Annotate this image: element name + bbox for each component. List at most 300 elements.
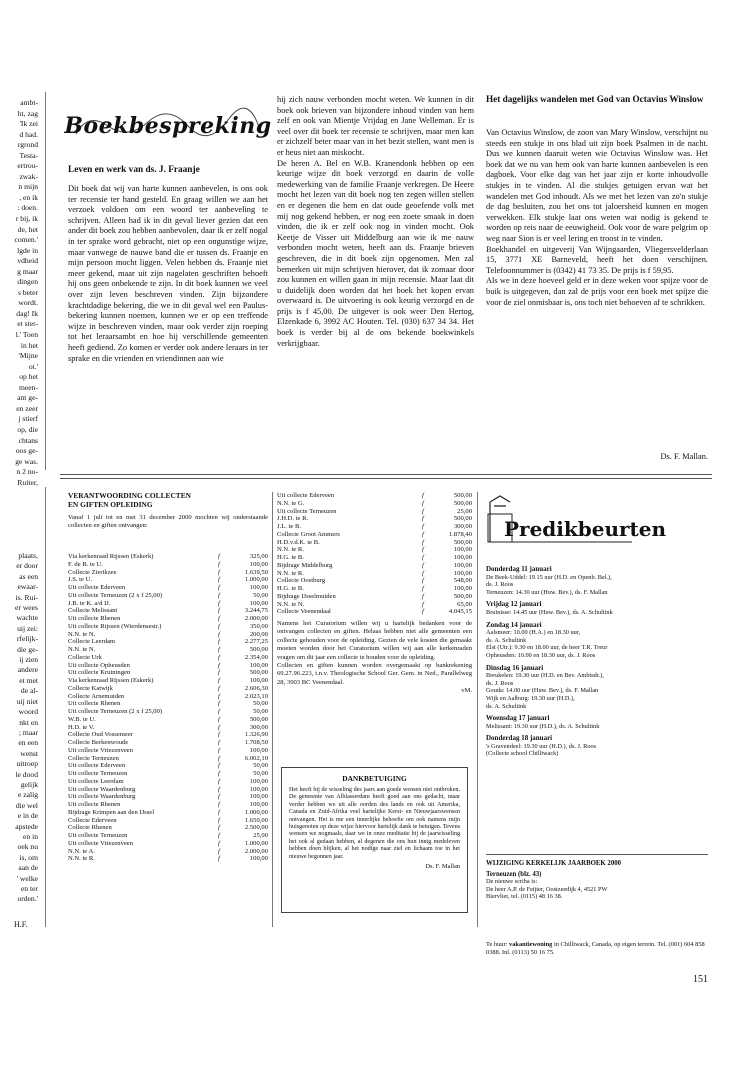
collecte-amount: 100,00: [249, 785, 268, 793]
wijziging-block: [486, 860, 708, 901]
left-strip-line: plaats,: [18, 551, 38, 560]
section-rule: [60, 478, 712, 479]
collecte-amount: 500,00: [249, 715, 268, 723]
wijziging-sub: Terneuzen (blz. 43): [486, 871, 542, 878]
collecte-row: [68, 848, 268, 856]
left-strip-line: ij zien: [19, 655, 38, 665]
review-col2-p2: De heren A. Bel en W.B. Kranendonk hebben op een keurige wijze dit boek verzorgd en daarin de volle medewerking van de familie Fraanje verkregen. De Heere mocht het lezen van dit boek nog ten zegen willen stellen en er degenen die hem en dat oude geoefende volk met mij nog gekend hebben, er nog een zoete smaak in doen vinden, die ik er zelf ook nog in vinden mocht. Ook Keetje de Visser uit Middelburg aan wie ik me nauw verbonden mocht weten, heeft aan ds. Fraanje brieven geschreven, die in dit boek zijn opgenomen. Men zal bemerken uit mijn schrijven hierover, dat ik zomaar door zou kunnen en willen gaan in mijn recensie. Maar laat dit u duidelijk doen worden dat het boek het kopen ervan overwaard is. De uitvoering is ook keurig verzorgd en de prijs is f 45,00. De uitgever is ook weer Den Hertog, Elzenkade 6, 3992 AC Houten. Tel. (030) 637 34 34. Het boek is verder bij al de ons bekende boekwinkels verkrijgbaar.: [277, 158, 474, 348]
left-strip-line: 'Ik zei: [19, 119, 38, 129]
collecte-row: [68, 646, 268, 654]
left-strip-line: die ge-: [17, 644, 38, 654]
currency-symbol: f: [218, 661, 220, 669]
collecte-name: Bijdrage Middelburg: [277, 561, 333, 569]
collecte-name: N.N. te R.: [277, 546, 304, 554]
dank-box: [281, 767, 468, 913]
collecte-name: Uit collecte Ederveen: [68, 762, 126, 770]
collecte-row: [277, 593, 472, 601]
service-day: [486, 601, 711, 616]
left-strip-line: en ter: [20, 884, 38, 893]
collecte-name: Uit collecte Terneuzen: [68, 832, 128, 839]
currency-symbol: f: [218, 584, 220, 591]
collecte-name: Collecte Oostburg: [277, 577, 326, 585]
collecte-amount: 6.002,10: [244, 754, 268, 762]
service-day: [486, 665, 711, 711]
left-strip-line: dag! Ik: [16, 308, 38, 318]
collecte-amount: 100,00: [249, 677, 268, 684]
collecte-name: Uit collecte Rhenen: [68, 700, 121, 708]
huur-label: Te huur:: [486, 941, 508, 948]
left-strip-line: uitroep: [16, 759, 38, 769]
currency-symbol: f: [218, 801, 220, 808]
collecte-name: Collecte Leerdam: [68, 638, 116, 646]
collecte-amount: 100,00: [453, 585, 472, 592]
collecte-row: [68, 724, 268, 732]
left-strip-line: nkt en: [19, 717, 38, 727]
currency-symbol: f: [218, 777, 220, 785]
collecte-amount: 2.354,00: [244, 653, 268, 661]
collecte-row: [277, 570, 472, 578]
left-strip-line: comen.': [14, 235, 38, 245]
wijziging-line: Biervliet, tel. (0115) 48 16 38.: [486, 893, 563, 901]
collecten-intro: Vanaf 1 juli tot en met 31 december 2000 mochten wij onderstaande collecten en giften ontvangen:: [68, 514, 268, 530]
left-strip-line: de al-: [20, 686, 38, 696]
left-strip-line: die wel: [15, 800, 38, 810]
collecte-row: [68, 755, 268, 763]
service-line: Breukelen: 19.30 uur (H.D. en Bev. Ambtsdr.),: [486, 672, 604, 680]
collecte-name: Collecte Ederveen: [68, 816, 117, 824]
service-line: ds. A. Schultink: [486, 702, 527, 710]
collecte-row: [277, 585, 472, 593]
collecte-row: [277, 539, 472, 547]
left-strip-line: zwak-: [19, 171, 38, 181]
collecte-row: [68, 669, 268, 677]
collecte-row: [68, 654, 268, 662]
collecte-name: Bijdrage Krimpen aan den IJssel: [68, 808, 155, 816]
left-strip-line: et ster-: [17, 319, 38, 329]
collecte-amount: 1.000,00: [244, 808, 268, 816]
collecte-amount: 2.023,10: [244, 692, 268, 700]
currency-symbol: f: [218, 646, 220, 653]
collecte-name: Collecte Terneuzen: [68, 754, 119, 762]
left-strip-line: oos ge-: [15, 446, 38, 456]
left-strip-line: gelijk: [20, 779, 38, 789]
collecte-row: [68, 786, 268, 794]
left-strip-line: woord: [18, 707, 38, 717]
service-day-title: Donderdag 18 januari: [486, 734, 553, 743]
collecte-row: [68, 638, 268, 646]
collecte-name: J.S. te U.: [68, 576, 92, 584]
collecte-row: [68, 855, 268, 863]
collecte-amount: 2.000,00: [244, 615, 268, 622]
dank-sig: Ds. F. Mallan: [425, 863, 460, 871]
collecte-amount: 1.326,90: [244, 731, 268, 739]
currency-symbol: f: [218, 746, 220, 754]
left-strip-line: is, om: [19, 852, 38, 862]
left-strip-line: ant ge-: [17, 393, 38, 403]
collecte-row: [68, 824, 268, 832]
currency-symbol: f: [218, 630, 220, 638]
collecte-amount: 100,00: [453, 569, 472, 577]
currency-symbol: f: [422, 561, 424, 569]
left-strip-line: Testa-: [19, 150, 38, 160]
service-line: Melissant: 19.30 uur (H.D.), ds. A. Schultink: [486, 722, 600, 730]
review-col1-text: Dit boek dat wij van harte kunnen aanbevelen, is ons ook ter recensie ter hand gesteld. En graag willen we aan het verzoek voldoen om een woord ter aanbeveling te schrijven. Alleen had ik in dit geval liever gezien dat een ander dit boek zou hebben aanbevolen, daar ik er zelf nogal in ter sprake word gebracht, niet op een ongunstige wijze, maar vanwege de nauwe band die er tussen ds. Fraanje en mijn persoon mocht liggen. Velen hebben ds. Fraanje niet meer gekend, maar uit zijn nagelaten geschriften behoeft hij ons geen onbekende te zijn. In dit boek kunnen we veel over zijn leven beschreven vinden. Zijn bijzondere krachtdadige bekering, die we in dit geval wel een Paulus-bekering kunnen noemen, kunnen we er op een treffende wijze in beschreven vinden, maar ook verder zijn roeping tot het leraarsambt en hoe hij verschillende gemeenten heeft gediend. Zo komen er verder ook andere leraars in ter sprake en die vrienden en vriendinnen aan wie: [68, 184, 268, 363]
collecte-name: H.G. te B.: [277, 554, 304, 561]
column-divider: [477, 492, 478, 927]
currency-symbol: f: [422, 585, 424, 592]
review-signature: Ds. F. Mallan.: [660, 452, 708, 461]
collecte-name: Collecte Zierikzee: [68, 568, 117, 576]
collecte-name: H.D.v.d.K. te B.: [277, 538, 320, 546]
currency-symbol: f: [218, 599, 220, 607]
collecte-name: Uit collecte Terneuzen (2 x f 25,00): [68, 708, 163, 715]
boekbespreking-banner: [64, 104, 272, 144]
collecte-row: [68, 747, 268, 755]
left-strip-line: d had.: [19, 129, 38, 139]
column-divider: [272, 492, 273, 927]
currency-symbol: f: [422, 507, 424, 515]
left-strip-line: orden.': [17, 894, 38, 904]
currency-symbol: f: [218, 723, 220, 731]
collecte-amount: 548,00: [453, 577, 472, 585]
review-title: Leven en werk van ds. J. Fraanje: [68, 165, 200, 175]
collecte-amount: 500,00: [249, 646, 268, 653]
column-divider: [45, 92, 46, 470]
collecte-amount: 50,00: [253, 591, 268, 599]
left-strip-line: andere: [17, 665, 38, 675]
left-strip-line: in het: [20, 340, 38, 350]
review-col3-p1: Van Octavius Winslow, de zoon van Mary Winslow, verschijnt nu steeds een stukje in ons blad uit zijn boek Psalmen in de nacht. Dus we kunnen daaruit weten wie Octavius Winslow was. Het boek dat we nu van hem ook van harte kunnen aanbevelen is een dagboek. Voor elke dag van het jaar zijn er korte inhoudvolle stukjes in te vinden. Al die stukjes getuigen ervan wat het wandelen met God inhoudt. Als we met het lezen van zo'n stukje de dag besluiten, zou het ons tot jaloersheid kunnen en mogen verwekken. Elk stukje laat ons weten wat nodig is gekend te worden op reis naar de eeuwigheid. Ook voor de ware pelgrim op weg naar Sion is er veel lering en troost in te vinden.: [486, 128, 708, 243]
collecte-amount: 100,00: [249, 599, 268, 607]
collecte-row: [277, 508, 472, 516]
service-day: [486, 622, 711, 660]
currency-symbol: f: [218, 855, 220, 863]
collecte-row: [277, 546, 472, 554]
currency-symbol: f: [218, 832, 220, 839]
collecte-name: Collecte Berkenwoude: [68, 739, 129, 746]
left-strip-line: ot.': [28, 361, 38, 371]
collecte-amount: 1.650,00: [244, 816, 268, 824]
service-line: Opheusden: 10.00 en 18.30 uur, ds. J. Roos: [486, 651, 596, 659]
collecte-name: N.N. te R.: [68, 855, 95, 863]
collecte-row: [68, 739, 268, 747]
collecte-name: Via kerkenraad Rijssen (Eskerk): [68, 553, 154, 560]
column-divider: [45, 487, 46, 927]
service-line: De Beek-Uddel: 19.15 uur (H.D. en Openb. Bel.),: [486, 573, 612, 581]
collecte-amount: 4.045,15: [448, 608, 472, 616]
collecte-row: [68, 708, 268, 716]
currency-symbol: f: [218, 785, 220, 793]
collecte-row: [68, 716, 268, 724]
collecte-name: Uit collecte Vriezenveen: [68, 746, 134, 754]
section-rule: [486, 854, 708, 855]
left-strip-line: meen-: [19, 382, 38, 392]
preek-schedule: [486, 566, 711, 763]
collecte-row: [68, 631, 268, 639]
left-strip-bottom: [0, 551, 38, 905]
left-strip-line: uij zei:: [17, 623, 38, 633]
currency-symbol: f: [218, 576, 220, 584]
collecte-name: J.L. te B.: [277, 523, 301, 530]
collecten-closing-p2: Collecten en giften kunnen worden overgemaakt op bankrekening 69.27.96.223, t.n.v. Theologische School Ger. Gem. in Ned., Parallelweg 28, 3903 BC Veenendaal.: [277, 662, 472, 686]
collecte-amount: 1.000,00: [244, 576, 268, 584]
huur-block: [486, 941, 708, 957]
collecten-closing-p1: Namens het Curatorium willen wij u hartelijk bedanken voor de ontvangen collecten en giften. Helaas hebben niet alle gemeenten een collecte gehouden voor de opleiding. Gezien de vele kosten die gemaakt moeten worden door het Curatorium willen wij aan alle kerkenraden vragen om dit jaar een collecte te houden voor de opleiding.: [277, 620, 472, 661]
currency-symbol: f: [422, 546, 424, 554]
review-col2-p1: hij zich nauw verbonden mocht weten. We kunnen in dit boek ook brieven van bijzondere inhoud vinden van hem zelf en ook van Mientje Vrijdag en Jane Welleman. Er is veel over dit boek ter recensie te schrijven, maar men kan er zichzelf beter maar van in het bezit stellen, want men is er heus niet aan miskocht.: [277, 95, 474, 157]
dank-text: Het heeft bij de wisseling des jaars aan goede wensen niet ontbroken. De gemeente van Alblasserdam heeft goed aan ons gedacht, maar verder hebben we uit alle oorden des lands en ook uit Amerika, Canada en Zuid-Afrika veel hartelijke Kerst- en Nieuwjaarswensen ontvangen. Het is me een innerlijke behoefte om ook namens mijn huisgenoten op deze wijze hiervoor hartelijk dank te betuigen. Tevens wensen we nogmaals, daar we in onze meditatie bij de jaarwisseling het ook al gedaan hebben, al degenen die ons hun innig medeleven hebben doen blijken, al het nodige naar ziel en lichaam toe in het nieuwe begonnen jaar.: [289, 787, 460, 860]
left-strip-line: rgrond: [17, 140, 38, 150]
collecte-amount: 50,00: [253, 770, 268, 777]
collecte-name: Bijdrage IJsselmuiden: [277, 592, 336, 600]
collecte-amount: 300,00: [453, 523, 472, 530]
collecte-name: J.B. te K. a/d IJ.: [68, 599, 111, 607]
collecte-name: Uit collecte Waardenburg: [68, 785, 136, 793]
wijziging-line: De heer A.P. de Feijter, Oostzeedijk 4, 4521 PW: [486, 885, 608, 893]
collecte-amount: 500,00: [453, 515, 472, 523]
review-col3-title: Het dagelijks wandelen met God van Octavius Winslow: [486, 94, 704, 104]
service-day-title: Donderdag 11 januari: [486, 565, 552, 573]
collecte-row: [68, 584, 268, 592]
left-strip-line: n 2 no-: [16, 467, 38, 477]
currency-symbol: f: [422, 499, 424, 507]
service-day-title: Woensdag 17 januari: [486, 714, 550, 723]
collecte-name: Uit collecte Leerdam: [68, 777, 124, 785]
collecte-row: [68, 832, 268, 840]
preek-logo-text: Predikbeurten: [504, 517, 667, 541]
collecte-amount: 100,00: [249, 855, 268, 863]
collecte-amount: 3.244,75: [244, 607, 268, 615]
currency-symbol: f: [218, 754, 220, 762]
currency-symbol: f: [218, 622, 220, 630]
collecte-amount: 2.500,00: [244, 824, 268, 832]
collecte-name: Uit collecte Rijssen (Wierdensestr.): [68, 622, 162, 630]
collecte-name: N.N. te A.: [68, 847, 95, 855]
left-strip-line: wordt.: [18, 298, 38, 308]
collecte-row: [68, 685, 268, 693]
collecte-row: [68, 770, 268, 778]
service-line: ds. J. Roos: [486, 679, 514, 687]
currency-symbol: f: [218, 653, 220, 661]
left-strip-line: de, het: [17, 224, 38, 234]
left-strip-line: en een: [18, 738, 38, 748]
collecte-name: Uit collecte Rhenen: [68, 801, 121, 808]
collecte-row: [68, 561, 268, 569]
collecte-amount: 2.606,30: [244, 684, 268, 692]
review-col2: [277, 95, 474, 349]
left-strip-line: e zalig: [17, 790, 38, 800]
collecte-amount: 500,00: [249, 669, 268, 677]
currency-symbol: f: [218, 762, 220, 770]
collecte-row: [277, 577, 472, 585]
left-strip-line: op, die: [17, 424, 38, 434]
currency-symbol: f: [422, 592, 424, 600]
left-strip-line: ; maar: [18, 727, 38, 737]
collecte-amount: 1.878,40: [448, 530, 472, 538]
left-strip-line: en in: [23, 831, 38, 841]
service-line: ds. A. Schultink: [486, 636, 527, 644]
currency-symbol: f: [218, 793, 220, 801]
left-strip-line: Ruiter,: [17, 477, 38, 487]
left-strip-line: et met: [19, 675, 38, 685]
currency-symbol: f: [422, 523, 424, 530]
currency-symbol: f: [218, 692, 220, 700]
collecte-name: Uit collecte Terneuzen: [68, 770, 128, 777]
left-strip-line: s beter: [17, 287, 38, 297]
collecte-row: [68, 677, 268, 685]
collecte-name: Uit collecte Ederveen: [68, 584, 126, 591]
section-rule: [60, 474, 712, 475]
predikbeurten-banner: [486, 494, 667, 546]
collecte-name: F. de B. te U.: [68, 560, 103, 568]
collecte-amount: 100,00: [453, 546, 472, 554]
collecte-row: [277, 492, 472, 500]
currency-symbol: f: [218, 638, 220, 646]
collecte-name: Uit collecte Vriezenveen: [68, 839, 134, 847]
wijziging-lines: [486, 878, 708, 901]
left-strip-line: dingen: [17, 277, 38, 287]
collecten-list-1: [68, 553, 268, 863]
collecte-amount: 100,00: [249, 661, 268, 669]
service-day: [486, 715, 711, 730]
currency-symbol: f: [218, 824, 220, 832]
collecte-row: [277, 608, 472, 616]
currency-symbol: f: [218, 839, 220, 847]
collecte-name: Uit collecte Kruiningen: [68, 669, 131, 677]
collecte-row: [68, 801, 268, 809]
collecte-name: Collecte Veenendaal: [277, 608, 331, 616]
left-strip-top: [0, 98, 38, 488]
collecte-name: Uit collecte Terneuzen: [277, 507, 337, 515]
collecte-name: Collecte Katwijk: [68, 684, 113, 692]
left-strip-line: n mijn: [18, 182, 38, 192]
left-strip-line: ertrou-: [17, 161, 38, 171]
collecte-amount: 65,00: [457, 600, 472, 608]
dank-title: DANKBETUIGING: [342, 774, 407, 783]
currency-symbol: f: [422, 608, 424, 616]
left-strip-signature: H.F.: [14, 920, 28, 929]
collecte-amount: 500,00: [453, 499, 472, 507]
currency-symbol: f: [218, 708, 220, 715]
collecte-amount: 1.000,00: [244, 839, 268, 847]
collecte-name: Collecte Melissant: [68, 607, 118, 615]
collecte-row: [277, 531, 472, 539]
collecte-amount: 100,00: [453, 561, 472, 569]
currency-symbol: f: [218, 808, 220, 816]
currency-symbol: f: [422, 492, 424, 499]
left-strip-line: : doen.: [17, 203, 38, 213]
left-strip-line: ge was.: [15, 456, 38, 466]
collecte-row: [68, 553, 268, 561]
collecte-amount: 100,00: [249, 777, 268, 785]
left-strip-line: , en ik: [19, 192, 38, 202]
collecte-row: [68, 762, 268, 770]
collecte-name: N.N. te N.: [277, 600, 305, 608]
collecte-amount: 325,00: [249, 553, 268, 560]
collecte-amount: 200,00: [249, 630, 268, 638]
left-strip-line: chtans: [18, 435, 38, 445]
currency-symbol: f: [422, 569, 424, 577]
collecte-row: [68, 700, 268, 708]
collecte-amount: 2.277,25: [244, 638, 268, 646]
review-header-logo: [64, 104, 272, 144]
left-strip-line: wachte: [16, 613, 38, 623]
review-col3-p3: Als we in deze hoeveel geld er in deze weken voor spijze voor de buik is uitgegeven, dan zal de prijs voor een boek met spijze die voor de ziel onmisbaar is, ons toch niet behoeven af te schrikken.: [486, 276, 708, 307]
collecte-amount: 500,00: [453, 492, 472, 499]
collecte-amount: 100,00: [249, 560, 268, 568]
service-line: 's Gravendeel: 19.30 uur (H.D.), ds. J. Roos: [486, 742, 597, 750]
service-day: [486, 735, 711, 758]
collecten-title-line2: EN GIFTEN OPLEIDING: [68, 499, 153, 509]
collecte-name: J.H.D. te R.: [277, 515, 309, 523]
collecte-amount: 500,00: [453, 538, 472, 546]
collecte-amount: 1.708,50: [244, 739, 268, 746]
currency-symbol: f: [422, 554, 424, 561]
left-strip-line: ht, zag: [17, 108, 38, 118]
collecte-amount: 100,00: [249, 746, 268, 754]
left-strip-line: ambt-: [20, 98, 38, 107]
collecte-row: [277, 515, 472, 523]
currency-symbol: f: [218, 669, 220, 677]
left-strip-line: rfelijk-: [16, 634, 38, 644]
currency-symbol: f: [218, 700, 220, 708]
currency-symbol: f: [218, 568, 220, 576]
service-line: (Collecte school Chilliwack): [486, 750, 559, 758]
left-strip-line: ' welke: [16, 873, 38, 883]
collecte-row: [68, 600, 268, 608]
collecten-list-2: [277, 492, 472, 616]
currency-symbol: f: [218, 684, 220, 692]
collecte-row: [277, 500, 472, 508]
collecte-name: H.G. te B.: [277, 585, 304, 592]
currency-symbol: f: [422, 600, 424, 608]
collecte-row: [68, 840, 268, 848]
service-line: Aalsmeer: 10.00 (H.A.) en 18.30 uur,: [486, 629, 581, 637]
collecte-row: [68, 569, 268, 577]
collecte-amount: 100,00: [249, 584, 268, 591]
collecte-name: W.B. te U.: [68, 715, 96, 723]
left-strip-line: g maar: [17, 266, 38, 276]
service-line: ds. J. Roos: [486, 581, 514, 589]
currency-symbol: f: [218, 847, 220, 855]
currency-symbol: f: [218, 739, 220, 746]
left-strip-line: uij niet: [16, 696, 38, 706]
left-strip-line: er door: [16, 561, 38, 571]
collecte-row: [277, 554, 472, 562]
collecte-row: [68, 693, 268, 701]
currency-symbol: f: [422, 538, 424, 546]
collecte-name: N.N. te N.: [68, 646, 96, 653]
currency-symbol: f: [218, 731, 220, 739]
collecten-closing: [277, 620, 472, 696]
collecte-row: [68, 809, 268, 817]
collecte-amount: 25,00: [253, 832, 268, 839]
collecte-name: N.N. te R.: [277, 569, 304, 577]
collecte-amount: 2.000,00: [244, 847, 268, 855]
service-day: [486, 566, 711, 596]
left-strip-line: vdheid: [17, 256, 38, 266]
currency-symbol: f: [218, 607, 220, 615]
collecte-name: Uit collecte Terneuzen (2 x f 25,00): [68, 591, 163, 599]
preek-header-logo: [486, 494, 667, 546]
currency-symbol: f: [422, 530, 424, 538]
left-strip-line: j stierf: [18, 414, 38, 424]
collecte-name: Via kerkenraad Rijssen (Eskerk): [68, 677, 154, 684]
collecte-amount: 50,00: [253, 762, 268, 770]
collecte-amount: 50,00: [253, 708, 268, 715]
collecte-amount: 350,00: [249, 622, 268, 630]
page-number: 151: [693, 974, 708, 985]
